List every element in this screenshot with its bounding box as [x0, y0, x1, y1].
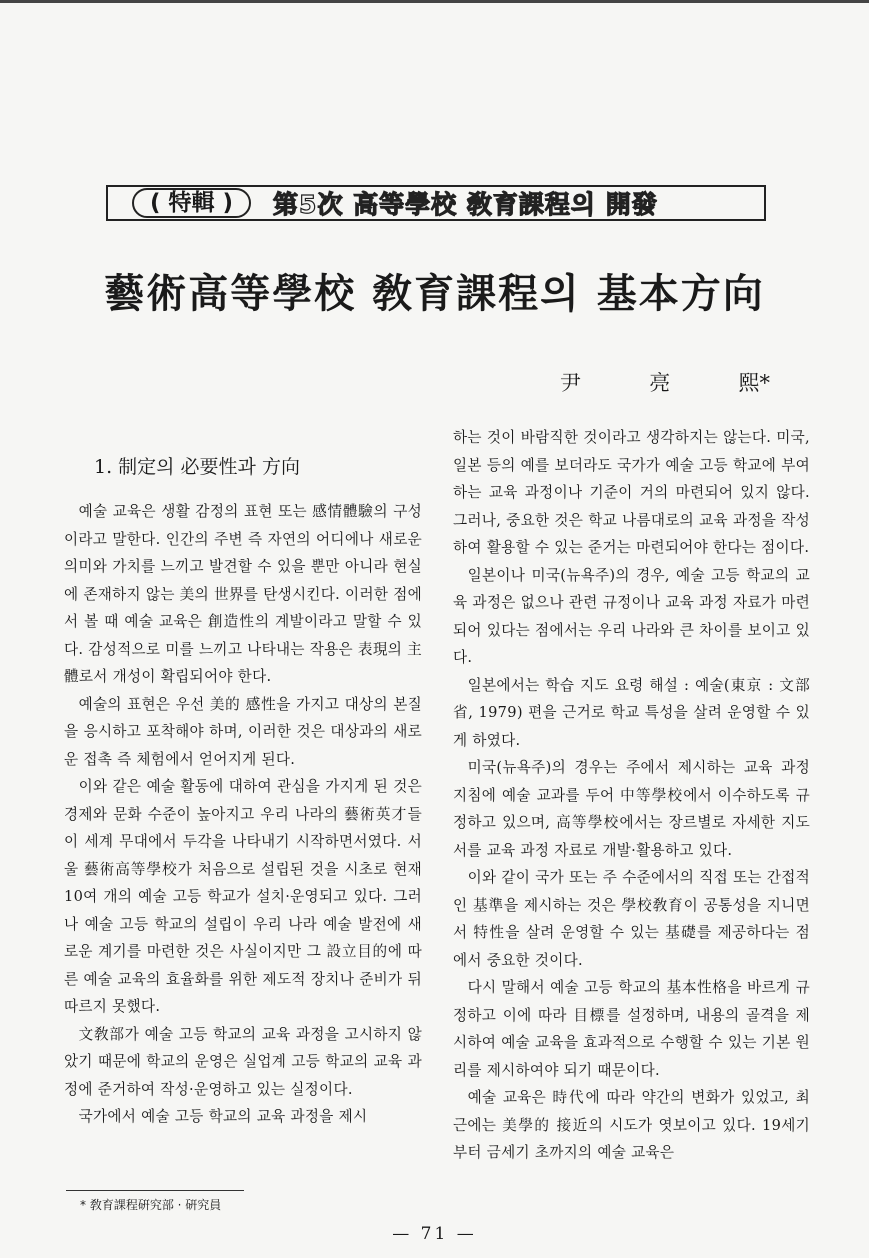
author-char: 亮: [649, 371, 671, 395]
feature-banner: [106, 185, 766, 221]
right-column: [453, 424, 810, 1167]
author-char: 熙*: [738, 371, 770, 395]
left-column: [64, 498, 422, 1131]
body-paragraph: 文敎部가 예술 고등 학교의 교육 과정을 고시하지 않았기 때문에 학교의 운영은 실업계 고등 학교의 교육 과정에 준거하여 작성·운영하고 있는 실정이다.: [64, 1025, 422, 1098]
author-char: 尹: [560, 371, 581, 395]
author-name: [560, 367, 770, 397]
body-paragraph: 예술의 표현은 우선 美的 感性을 가지고 대상의 본질을 응시하고 포착해야 하며, 이러한 것은 대상과의 새로운 접촉 즉 체험에서 얻어지게 된다.: [64, 695, 422, 768]
body-paragraph: 예술 교육은 時代에 따라 약간의 변화가 있었고, 최근에는 美學的 接近의 시도가 엿보이고 있다. 19세기부터 금세기 초까지의 예술 교육은: [453, 1089, 810, 1161]
body-paragraph: 일본에서는 학습 지도 요령 해설 : 예술(東京 : 文部省, 1979) 편을 근거로 학교 특성을 살려 운영할 수 있게 하였다.: [453, 676, 810, 749]
footnote-rule: [66, 1190, 244, 1191]
top-edge-line: [0, 0, 869, 3]
series-title: 第5次 高等學校 敎育課程의 開發: [273, 190, 658, 219]
body-paragraph: 일본이나 미국(뉴욕주)의 경우, 예술 고등 학교의 교육 과정은 없으나 관련 규정이나 교육 과정 자료가 마련되어 있다는 점에서는 우리 나라와 큰 차이를 보이고 있다.: [453, 566, 810, 666]
feature-tag: ( 特輯 ): [132, 188, 251, 218]
body-paragraph: 미국(뉴욕주)의 경우는 주에서 제시하는 교육 과정 지침에 예술 교과를 두어 中等學校에서 이수하도록 규정하고 있으며, 高等學校에서는 장르별로 자세한 지도서를 교육 과정 자료로 개발·활용하고 있다.: [453, 759, 810, 859]
body-paragraph: 국가에서 예술 고등 학교의 교육 과정을 제시: [78, 1108, 368, 1125]
body-paragraph: 예술 교육은 생활 감정의 표현 또는 感情體驗의 구성이라고 말한다. 인간의 주변 즉 자연의 어디에나 새로운 의미와 가치를 느끼고 발견할 수 있을 뿐만 아니라 현실에 존재하지 않는 美의 世界를 탄생시킨다. 이러한 점에서 볼 때 예술 교육은 創造性의 계발이라고 말할 수 있다. 감성적으로 미를 느끼고 나타내는 작용은 表現의 主體로서 개성이 확립되어야 한다.: [64, 503, 422, 685]
body-paragraph: 이와 같이 국가 또는 주 수준에서의 직접 또는 간접적인 基準을 제시하는 것은 學校敎育이 공통성을 지니면서 特性을 살려 운영할 수 있는 基礎를 제공하다는 점에서 중요한 것이다.: [453, 869, 810, 969]
body-paragraph: 다시 말해서 예술 고등 학교의 基本性格을 바르게 규정하고 이에 따라 目標를 설정하며, 내용의 골격을 제시하여 예술 교육을 효과적으로 수행할 수 있는 기본 원리를 제시하여야 되기 때문이다.: [453, 979, 810, 1079]
article-title: 藝術高等學校 敎育課程의 基本方向: [104, 270, 765, 317]
footnote: * 敎育課程硏究部 · 硏究員: [80, 1198, 222, 1212]
section-heading: 1. 制定의 必要性과 方向: [94, 456, 300, 478]
body-paragraph-continued: 하는 것이 바람직한 것이라고 생각하지는 않는다. 미국, 일본 등의 예를 보더라도 국가가 예술 고등 학교에 부여하는 교육 과정이나 기준이 거의 마련되어 있지 않다. 그러나, 중요한 것은 학교 나름대로의 교육 과정을 작성하여 활용할 수 있는 준거는 마련되어야 한다는 점이다.: [453, 429, 810, 556]
page-number: — 71 —: [392, 1224, 477, 1244]
body-paragraph: 이와 같은 예술 활동에 대하여 관심을 가지게 된 것은 경제와 문화 수준이 높아지고 우리 나라의 藝術英才들이 세계 무대에서 두각을 나타내기 시작하면서였다. 서울 藝術高等學校가 처음으로 설립된 것을 시초로 현재 10여 개의 예술 고등 학교가 설치·운영되고 있다. 그러나 예술 고등 학교의 설립이 우리 나라 예술 발전에 새로운 계기를 마련한 것은 사실이지만 그 設立目的에 따른 예술 교육의 효율화를 위한 제도적 장치나 준비가 뒤따르지 못했다.: [64, 778, 422, 1015]
